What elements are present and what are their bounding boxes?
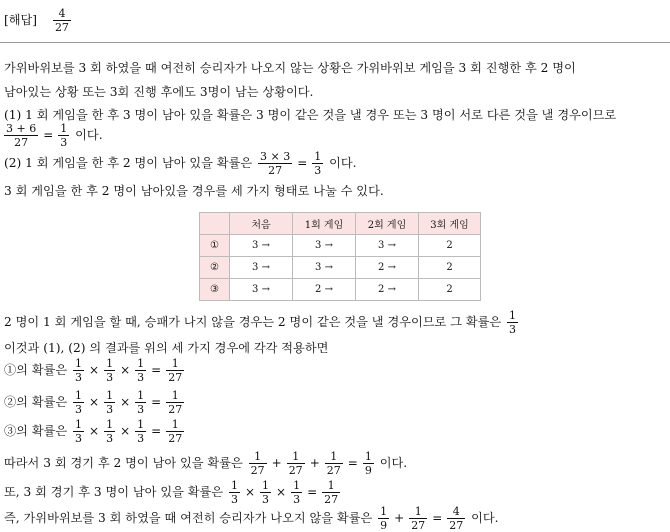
paragraph-1-math: $\frac{3 + 6}{27}$ = $\frac{1}{3}$ 이다. — [6, 122, 103, 149]
fraction: $\frac{1}{3}$ — [60, 122, 68, 149]
paragraph-2: (2) 1 회 게임을 한 후 2 명이 남아 있을 확률은 $\frac{3 \times 3}{27}$ = $\frac{1}{3}$ 이다. — [4, 150, 357, 177]
table-row: ③ 3 → 2 → 2 → 2 — [200, 279, 481, 301]
fraction: $\frac{1}{3}$ — [509, 309, 517, 336]
intro-line-1: 가위바위보를 3 회 하였을 때 여전히 승리자가 나오지 않는 상황은 가위바위보 게임을 3 회 진행한 후 2 명이 — [4, 61, 576, 75]
case-3-line: ③의 확률은 $\frac{1}{3}$ × $\frac{1}{3}$ × $\frac{1}{3}$ = $\frac{1}{27}$ — [4, 418, 183, 445]
intro-line-2: 남아있는 상황 또는 3회 진행 후에도 3명이 남는 상황이다. — [4, 85, 314, 99]
paragraph-5: 이것과 (1), (2) 의 결과를 위의 세 가지 경우에 각각 적용하면 — [4, 341, 329, 355]
case-1-line: ①의 확률은 $\frac{1}{3}$ × $\frac{1}{3}$ × $\frac{1}{3}$ = $\frac{1}{27}$ — [4, 357, 183, 384]
divider — [0, 42, 670, 43]
fraction: $\frac{1}{3}$ — [314, 150, 322, 177]
answer-label: [해답] — [4, 13, 38, 27]
paragraph-6: 따라서 3 회 경기 후 2 명이 남아 있을 확률은 $\frac{1}{27}$ + $\frac{1}{27}$ + $\frac{1}{27}$ = $\frac{1}{9}$ 이다. — [4, 450, 408, 477]
case-table — [199, 212, 481, 301]
table-header-row: 처음 1회 게임 2회 게임 3회 게임 — [200, 213, 481, 235]
paragraph-3: 3 회 게임을 한 후 2 명이 남아있을 경우를 세 가지 형태로 나눌 수 있다. — [4, 184, 384, 198]
answer-fraction: $\frac{4}{27}$ — [54, 7, 69, 34]
table-row: ① 3 → 3 → 3 → 2 — [200, 235, 481, 257]
paragraph-8: 즉, 가위바위보를 3 회 하였을 때 여전히 승리자가 나오지 않을 확률은 $\frac{1}{9}$ + $\frac{1}{27}$ = $\frac{4}{27}$ 이다. — [4, 505, 499, 532]
paragraph-7: 또, 3 회 경기 후 3 명이 남아 있을 확률은 $\frac{1}{3}$ × $\frac{1}{3}$ × $\frac{1}{3}$ = $\frac{1}{27}$ — [4, 479, 339, 506]
fraction: $\frac{3 \times 3}{27}$ — [259, 150, 291, 177]
paragraph-1-text: (1) 1 회 게임을 한 후 3 명이 남아 있을 확률은 3 명이 같은 것을 낼 경우 또는 3 명이 서로 다른 것을 낼 경우이므로 — [4, 108, 617, 122]
case-2-line: ②의 확률은 $\frac{1}{3}$ × $\frac{1}{3}$ × $\frac{1}{3}$ = $\frac{1}{27}$ — [4, 389, 183, 416]
table-row: ② 3 → 3 → 2 → 2 — [200, 257, 481, 279]
paragraph-4: 2 명이 1 회 게임을 할 때, 승패가 나지 않을 경우는 2 명이 같은 것을 낼 경우이므로 그 확률은 $\frac{1}{3}$ — [4, 309, 517, 336]
answer-header — [4, 8, 73, 33]
fraction: $\frac{3 + 6}{27}$ — [6, 122, 37, 149]
